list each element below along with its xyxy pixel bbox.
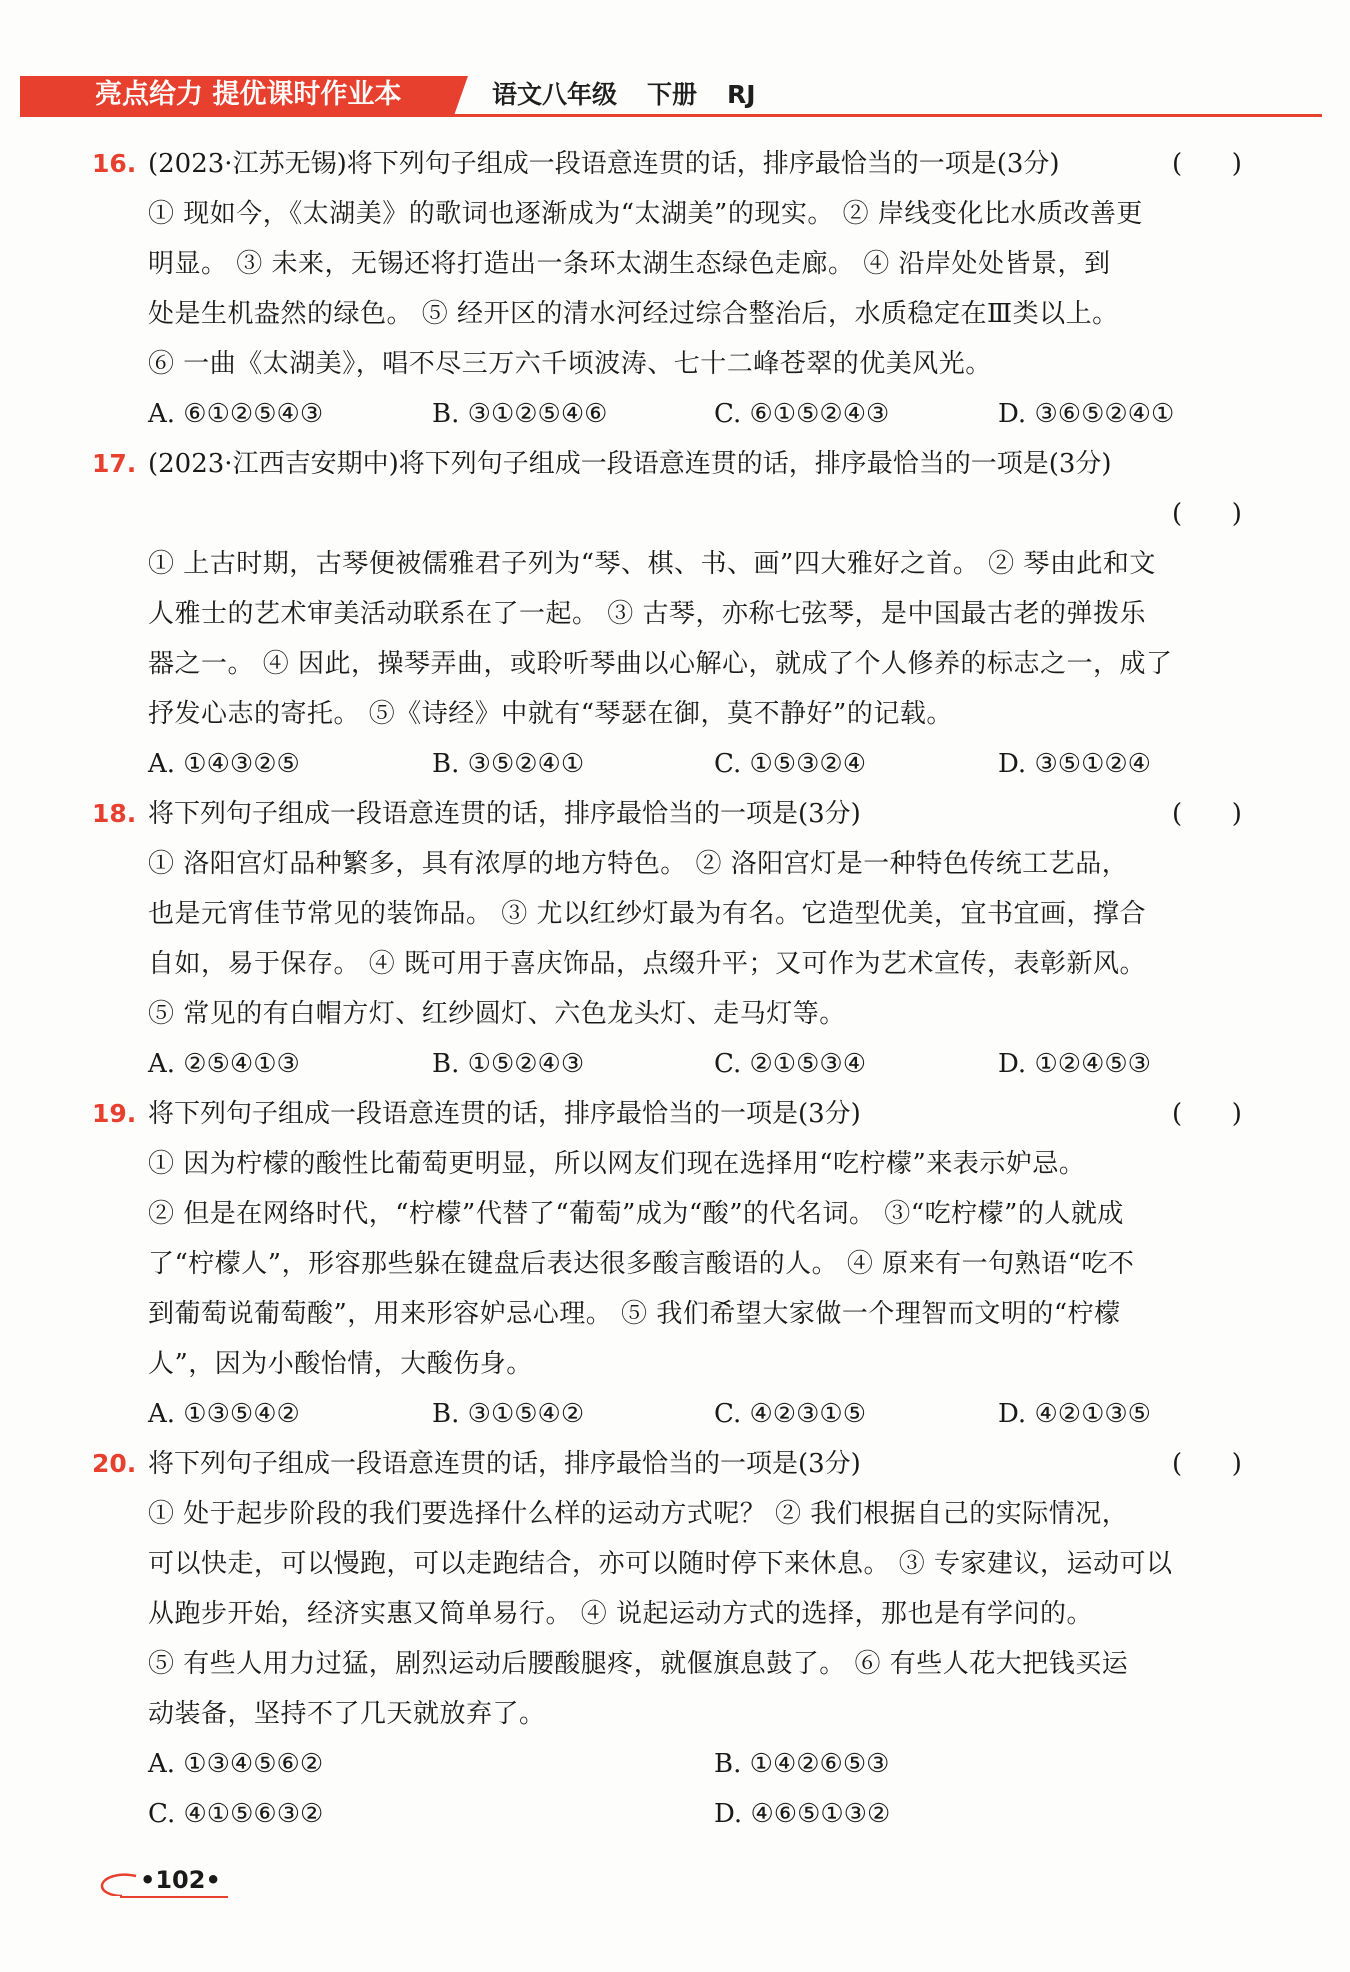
question-stem: 将下列句子组成一段语意连贯的话，排序最恰当的一项是(3分) bbox=[148, 799, 861, 829]
option-a[interactable]: A. ①④③②⑤ bbox=[148, 749, 300, 779]
passage-line: 动装备，坚持不了几天就放弃了。 bbox=[148, 1699, 546, 1729]
header-edition: RJ bbox=[727, 80, 756, 109]
option-c[interactable]: C. ①⑤③②④ bbox=[714, 749, 867, 779]
question-number: 16. bbox=[92, 149, 137, 178]
option-a[interactable]: A. ②⑤④①③ bbox=[148, 1049, 300, 1079]
option-b[interactable]: B. ③①②⑤④⑥ bbox=[432, 399, 608, 429]
passage-line: 明显。 ③ 未来，无锡还将打造出一条环太湖生态绿色走廊。 ④ 沿岸处处皆景，到 bbox=[148, 249, 1111, 279]
passage-line: ⑥ 一曲《太湖美》，唱不尽三万六千顷波涛、七十二峰苍翠的优美风光。 bbox=[148, 349, 992, 379]
option-d[interactable]: D. ③⑤①②④ bbox=[998, 749, 1151, 779]
answer-blank[interactable]: ( ) bbox=[1172, 799, 1242, 829]
passage-line: ② 但是在网络时代，“柠檬”代替了“葡萄”成为“酸”的代名词。 ③“吃柠檬”的人就成 bbox=[148, 1199, 1124, 1229]
option-d[interactable]: D. ③⑥⑤②④① bbox=[998, 399, 1175, 429]
passage-line: 抒发心志的寄托。 ⑤《诗经》中就有“琴瑟在御，莫不静好”的记载。 bbox=[148, 699, 953, 729]
option-b[interactable]: B. ③⑤②④① bbox=[432, 749, 585, 779]
option-b[interactable]: B. ①⑤②④③ bbox=[432, 1049, 585, 1079]
passage-line: ① 现如今，《太湖美》的歌词也逐渐成为“太湖美”的现实。 ② 岸线变化比水质改善更 bbox=[148, 199, 1143, 229]
footer-curve-icon bbox=[98, 1872, 138, 1896]
answer-blank[interactable]: ( ) bbox=[1172, 499, 1242, 529]
option-a[interactable]: A. ①③④⑤⑥② bbox=[148, 1749, 324, 1779]
page-number: •102• bbox=[140, 1866, 221, 1894]
header-subject: 语文八年级 bbox=[492, 80, 618, 109]
option-b[interactable]: B. ①④②⑥⑤③ bbox=[714, 1749, 890, 1779]
passage-line: 可以快走，可以慢跑，可以走跑结合，亦可以随时停下来休息。 ③ 专家建议，运动可以 bbox=[148, 1549, 1173, 1579]
option-a[interactable]: A. ⑥①②⑤④③ bbox=[148, 399, 324, 429]
header-volume: 下册 bbox=[647, 80, 698, 109]
question-stem: 将下列句子组成一段语意连贯的话，排序最恰当的一项是(3分) bbox=[148, 1099, 861, 1129]
question-stem: (2023·江西吉安期中)将下列句子组成一段语意连贯的话，排序最恰当的一项是(3分) bbox=[148, 449, 1112, 479]
passage-line: 人雅士的艺术审美活动联系在了一起。 ③ 古琴，亦称七弦琴，是中国最古老的弹拨乐 bbox=[148, 599, 1147, 629]
passage-line: 处是生机盎然的绿色。 ⑤ 经开区的清水河经过综合整治后，水质稳定在Ⅲ类以上。 bbox=[148, 299, 1119, 329]
answer-blank[interactable]: ( ) bbox=[1172, 1099, 1242, 1129]
option-c[interactable]: C. ⑥①⑤②④③ bbox=[714, 399, 890, 429]
option-d[interactable]: D. ④②①③⑤ bbox=[998, 1399, 1151, 1429]
passage-line: 人”，因为小酸怡情，大酸伤身。 bbox=[148, 1349, 533, 1379]
passage-line: ① 洛阳宫灯品种繁多，具有浓厚的地方特色。 ② 洛阳宫灯是一种特色传统工艺品， bbox=[148, 849, 1129, 879]
question-stem: 将下列句子组成一段语意连贯的话，排序最恰当的一项是(3分) bbox=[148, 1449, 861, 1479]
option-d[interactable]: D. ①②④⑤③ bbox=[998, 1049, 1151, 1079]
footer-rule bbox=[120, 1896, 228, 1898]
passage-line: ① 处于起步阶段的我们要选择什么样的运动方式呢？ ② 我们根据自己的实际情况， bbox=[148, 1499, 1129, 1529]
passage-line: 从跑步开始，经济实惠又简单易行。 ④ 说起运动方式的选择，那也是有学问的。 bbox=[148, 1599, 1094, 1629]
passage-line: ⑤ 常见的有白帽方灯、红纱圆灯、六色龙头灯、走马灯等。 bbox=[148, 999, 846, 1029]
question-number: 20. bbox=[92, 1449, 137, 1478]
option-b[interactable]: B. ③①⑤④② bbox=[432, 1399, 585, 1429]
option-c[interactable]: C. ④②③①⑤ bbox=[714, 1399, 867, 1429]
passage-line: 也是元宵佳节常见的装饰品。 ③ 尤以红纱灯最为有名。它造型优美，宜书宜画，撑合 bbox=[148, 899, 1147, 929]
passage-line: ① 上古时期，古琴便被儒雅君子列为“琴、棋、书、画”四大雅好之首。 ② 琴由此和文 bbox=[148, 549, 1156, 579]
option-c[interactable]: C. ②①⑤③④ bbox=[714, 1049, 867, 1079]
answer-blank[interactable]: ( ) bbox=[1172, 149, 1242, 179]
passage-line: 自如，易于保存。 ④ 既可用于喜庆饰品，点缀升平；又可作为艺术宣传，表彰新风。 bbox=[148, 949, 1147, 979]
header-rule bbox=[20, 114, 1322, 117]
option-d[interactable]: D. ④⑥⑤①③② bbox=[714, 1799, 891, 1829]
header-brand: 亮点给力 提优课时作业本 bbox=[95, 79, 402, 110]
answer-blank[interactable]: ( ) bbox=[1172, 1449, 1242, 1479]
option-c[interactable]: C. ④①⑤⑥③② bbox=[148, 1799, 324, 1829]
passage-line: 器之一。 ④ 因此，操琴弄曲，或聆听琴曲以心解心，就成了个人修养的标志之一，成了 bbox=[148, 649, 1173, 679]
question-number: 19. bbox=[92, 1099, 137, 1128]
passage-line: 了“柠檬人”，形容那些躲在键盘后表达很多酸言酸语的人。 ④ 原来有一句熟语“吃不 bbox=[148, 1249, 1135, 1279]
passage-line: ⑤ 有些人用力过猛，剧烈运动后腰酸腿疼，就偃旗息鼓了。 ⑥ 有些人花大把钱买运 bbox=[148, 1649, 1129, 1679]
question-stem: (2023·江苏无锡)将下列句子组成一段语意连贯的话，排序最恰当的一项是(3分) bbox=[148, 149, 1060, 179]
passage-line: 到葡萄说葡萄酸”，用来形容妒忌心理。 ⑤ 我们希望大家做一个理智而文明的“柠檬 bbox=[148, 1299, 1121, 1329]
question-number: 17. bbox=[92, 449, 137, 478]
header-subtitle bbox=[492, 74, 786, 116]
question-number: 18. bbox=[92, 799, 137, 828]
passage-line: ① 因为柠檬的酸性比葡萄更明显，所以网友们现在选择用“吃柠檬”来表示妒忌。 bbox=[148, 1149, 1086, 1179]
option-a[interactable]: A. ①③⑤④② bbox=[148, 1399, 300, 1429]
